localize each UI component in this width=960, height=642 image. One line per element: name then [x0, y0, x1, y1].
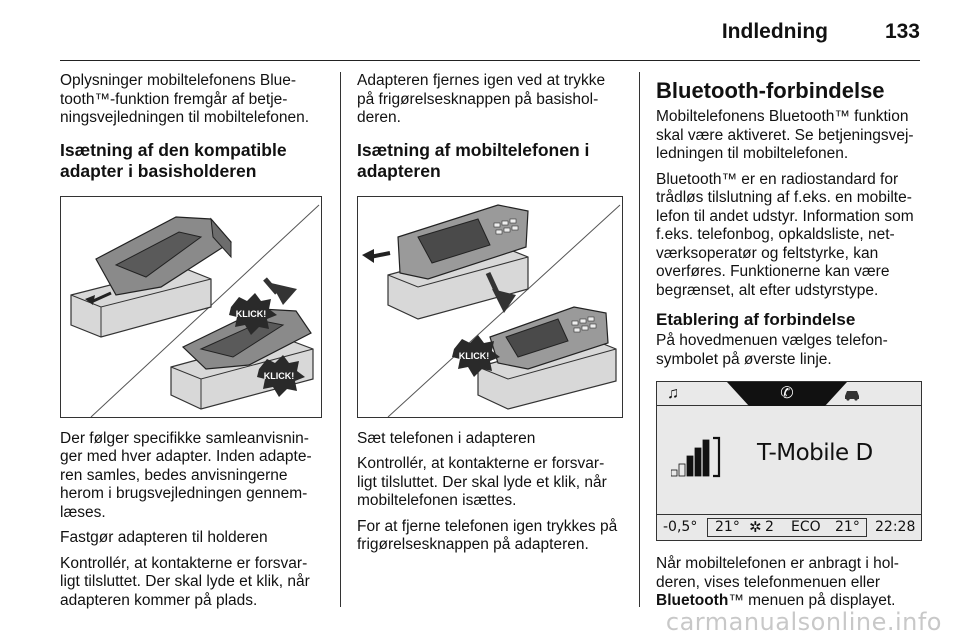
column-divider-2 — [639, 72, 640, 607]
col3-p1: Mobiltelefonens Bluetooth™ funktion skal være aktiveret. Se betjeningsvej-ledningen til mobiltelefonen. — [656, 108, 914, 162]
clock: 22:28 — [875, 519, 916, 535]
display-main-area — [657, 406, 921, 514]
fan-level: 2 — [765, 519, 774, 535]
col2-p1: Sæt telefonen i adapteren — [357, 429, 536, 447]
col3-subheading: Etablering af forbindelse — [656, 310, 856, 329]
infotainment-display — [656, 381, 922, 541]
tab-notch-left — [727, 382, 749, 406]
page-header — [60, 14, 920, 54]
col2-heading: Isætning af mobiltelefonen i adapteren — [357, 139, 590, 181]
col3-p4 — [656, 555, 922, 611]
page-number: 133 — [884, 20, 920, 43]
column-2 — [357, 72, 623, 562]
col2-p3: For at fjerne telefonen igen trykkes på frigørelsesknappen på adapteren. — [357, 517, 618, 553]
col3-p2: Bluetooth™ er en radiostandard for trådløs tilslutning af f.eks. en mobilte-lefon til andet udstyr. Information som f.eks. telefonbog, opkaldsliste, net-værksoperatør og feltstyrke, kan overføres. Funktionerne kan være begrænset, alt efter udstyrstype. — [656, 170, 914, 299]
signal-strength-icon — [671, 436, 727, 480]
music-note-icon[interactable]: ♫ — [667, 385, 679, 402]
col2-intro: Adapteren fjernes igen ved at trykke på frigørelsesknappen på basishol-deren. — [357, 72, 606, 126]
column-divider-1 — [340, 72, 341, 607]
phone-icon[interactable]: ✆ — [749, 382, 825, 406]
climate-mode: ECO — [791, 519, 821, 535]
column-1 — [60, 72, 322, 617]
phone-unit-lower — [478, 307, 616, 409]
display-status-bar — [657, 514, 921, 540]
col1-p3: Kontrollér, at kontakterne er forsvar-ligt tilsluttet. Der skal lyde et klik, når adapteren kommer på plads. — [60, 554, 310, 609]
right-temperature: 21° — [835, 519, 860, 535]
left-temperature: 21° — [715, 519, 740, 535]
display-top-bar — [657, 382, 921, 406]
column-3 — [656, 72, 922, 618]
chapter-title: Indledning — [721, 20, 828, 43]
adapter-figure — [60, 196, 322, 418]
phone-adapter-figure — [357, 196, 623, 418]
col3-p4-text-b: ™ menuen på displayet. — [728, 592, 896, 609]
col2-p2: Kontrollér, at kontakterne er forsvar-ligt tilsluttet. Der skal lyde et klik, når mobiltelefonen isættes. — [357, 455, 607, 509]
col1-p1: Der følger specifikke samleanvisnin-ger med hver adapter. Inden adapte-ren samles, bedes anvisningerne herom i brugsvejledningen gennem-læses. — [60, 429, 312, 521]
col3-p4-text-a: Når mobiltelefonen er anbragt i hol-deren, vises telefonmenuen eller — [656, 555, 899, 591]
col3-p4-bluetooth: Bluetooth — [656, 592, 729, 609]
col3-p3: På hovedmenuen vælges telefon-symbolet på øverste linje. — [656, 332, 888, 368]
car-icon[interactable] — [837, 382, 867, 406]
header-rule — [60, 60, 920, 61]
col1-heading: Isætning af den kompatible adapter i basisholderen — [60, 139, 287, 181]
klick-label: KLICK! — [263, 370, 295, 381]
outside-temperature: -0,5° — [663, 519, 698, 535]
col3-heading: Bluetooth-forbindelse — [656, 78, 885, 103]
holder-upper — [71, 217, 231, 337]
col1-intro: Oplysninger mobiltelefonens Blue-tooth™-funktion fremgår af betje-ningsvejledningen til mobiltelefonen. — [60, 72, 310, 126]
adapter-illustration — [61, 197, 321, 417]
klick-label: KLICK! — [458, 350, 490, 361]
col1-p2: Fastgør adapteren til holderen — [60, 529, 268, 546]
watermark: carmanualsonline.info — [665, 608, 942, 636]
klick-label: KLICK! — [235, 308, 267, 319]
network-operator: T-Mobile D — [757, 440, 873, 466]
phone-adapter-illustration — [358, 197, 622, 417]
car-shape — [843, 387, 861, 401]
fan-icon: ✲ — [749, 518, 762, 536]
